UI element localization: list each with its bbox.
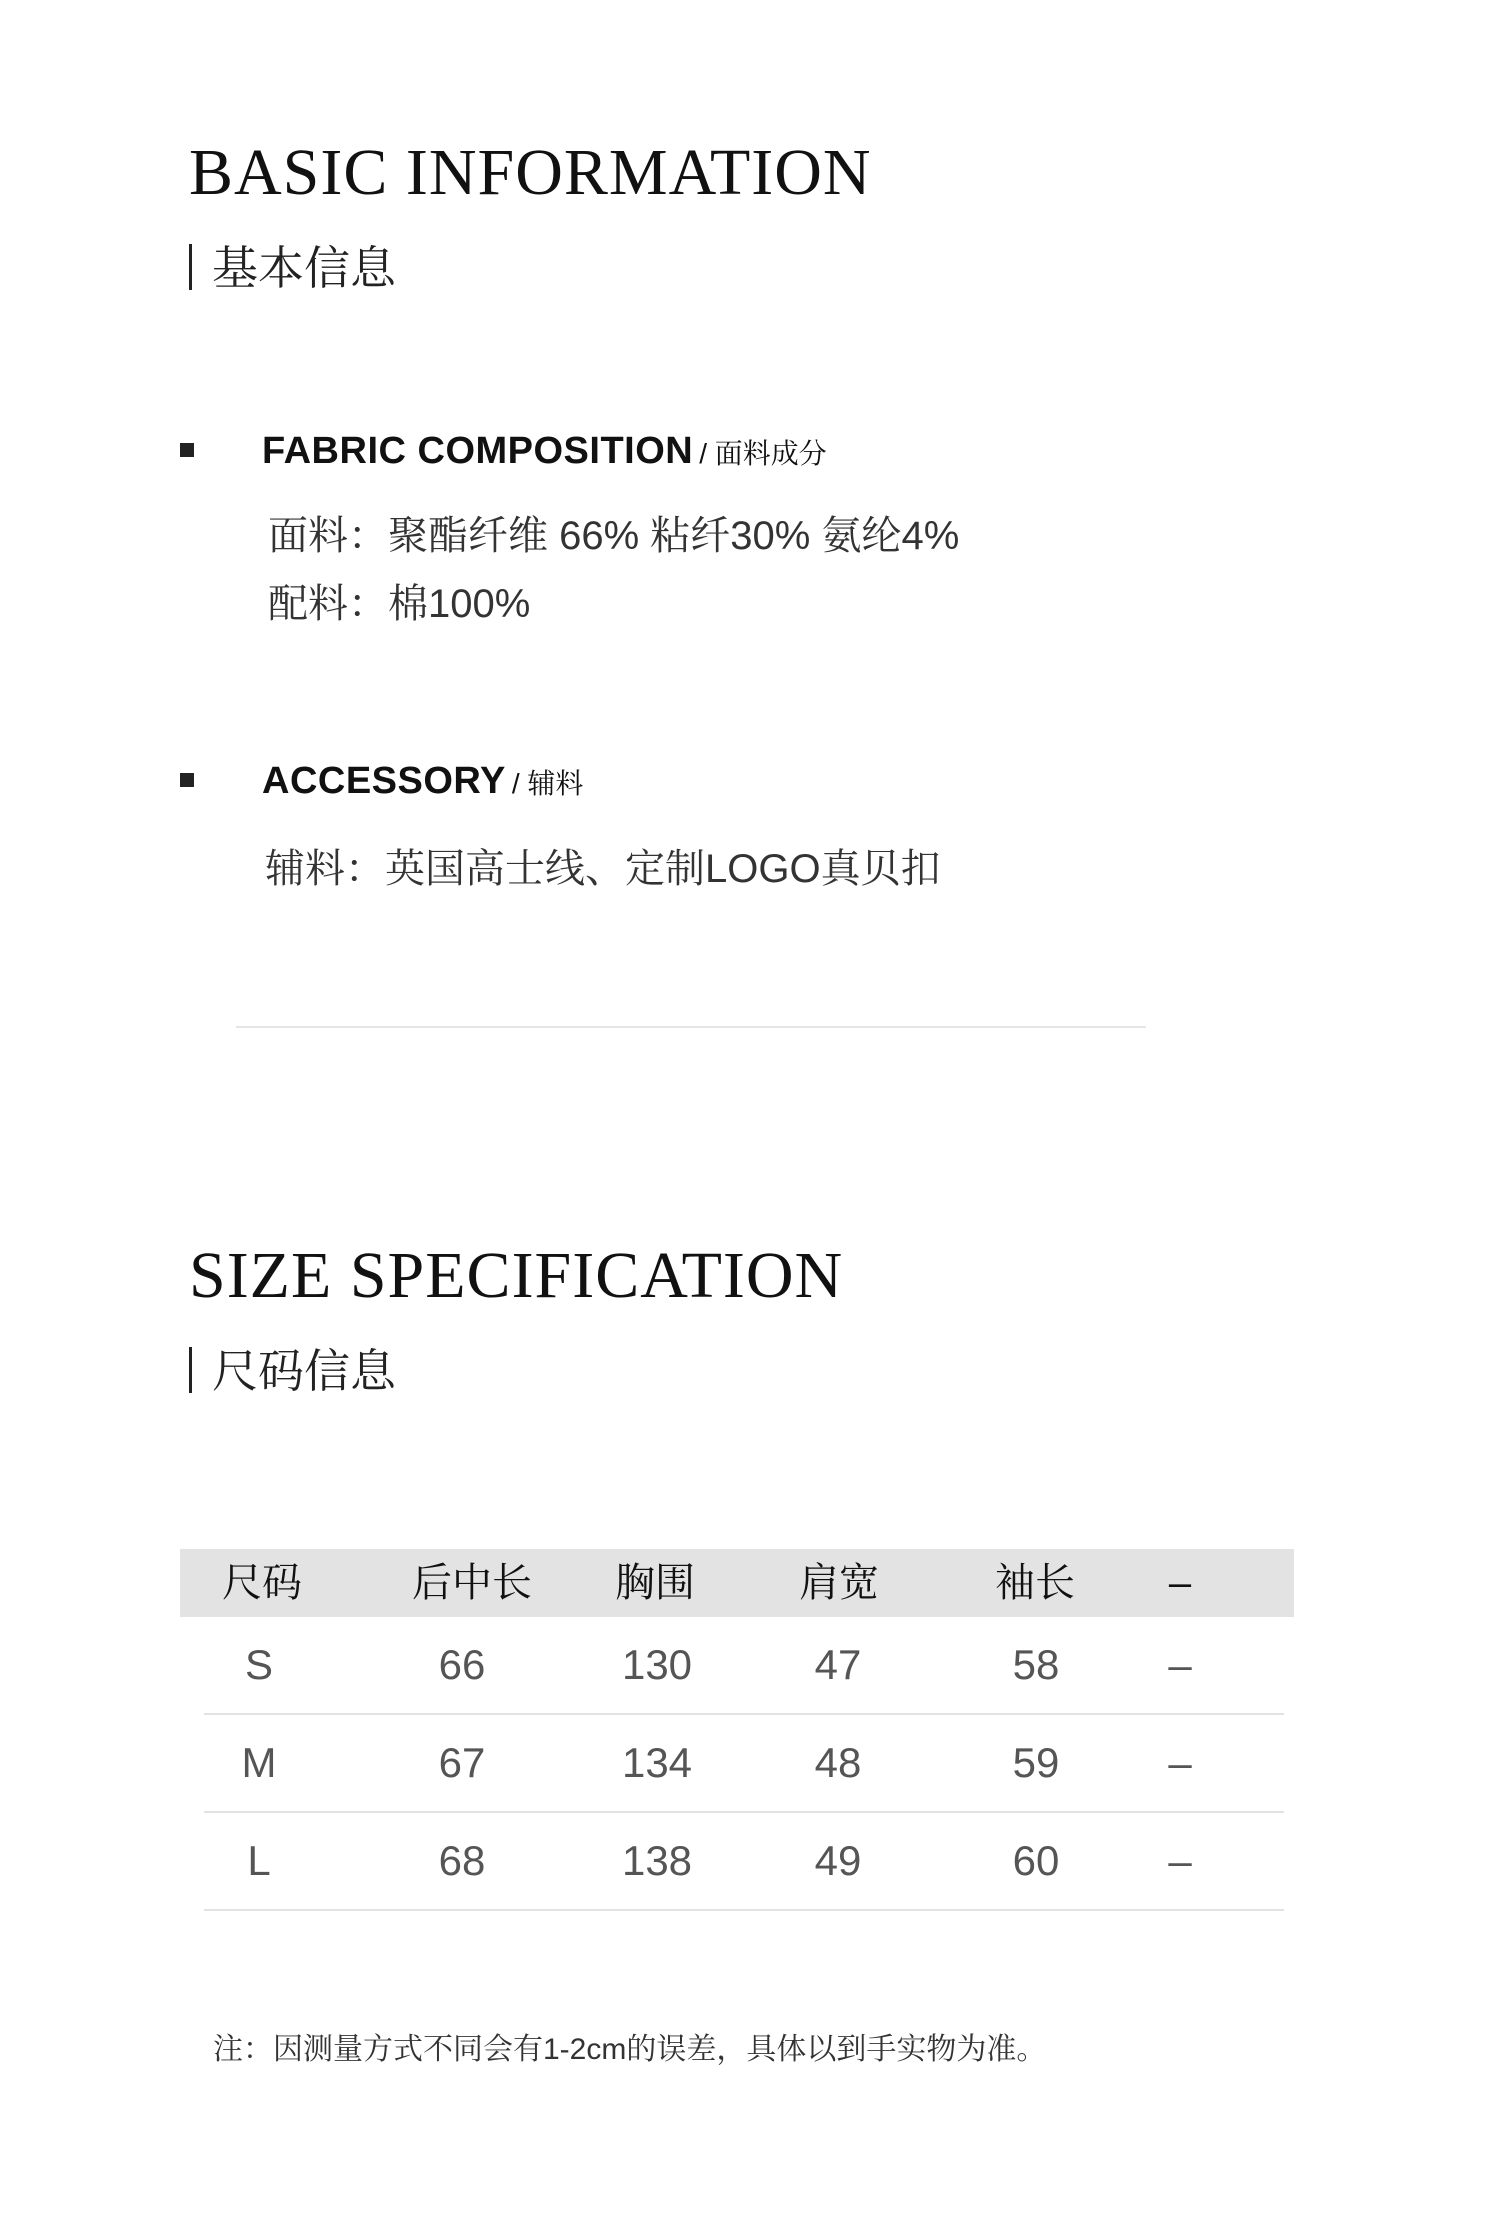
cell-sleeve: 60 [1012,1837,1060,1884]
accessory-line-1: 辅料：英国高士线、定制LOGO真贝扣 [265,847,941,891]
cell-back-length: 66 [438,1641,486,1688]
fabric-heading-cn: / 面料成分 [699,438,827,469]
fabric-heading [262,432,827,470]
cell-size: S [244,1641,274,1688]
cell-chest: 130 [621,1641,693,1688]
basic-info-subtitle-text: 基本信息 [212,242,396,294]
table-row [204,1715,1284,1813]
size-table-header [180,1549,1294,1617]
size-spec-subtitle-text: 尺码信息 [212,1345,396,1397]
cell-size: L [247,1837,271,1884]
cell-shoulder: 48 [814,1739,862,1786]
size-table [180,1549,1294,1911]
cell-shoulder: 49 [814,1837,862,1884]
accessory-heading [262,762,583,800]
cell-back-length: 67 [438,1739,486,1786]
table-row [204,1813,1284,1911]
cell-dash: – [1168,1641,1192,1688]
size-spec-subtitle [189,1345,396,1397]
header-cell-dash: – [1168,1561,1192,1605]
cell-chest: 134 [621,1739,693,1786]
accessory-heading-en: ACCESSORY [262,760,506,802]
fabric-line-1: 面料：聚酯纤维 66% 粘纤30% 氨纶4% [268,514,960,558]
cell-sleeve: 59 [1012,1739,1060,1786]
subtitle-bar [189,1347,192,1393]
cell-size: M [241,1739,277,1786]
section-divider [236,1026,1146,1028]
fabric-line-2: 配料：棉100% [268,582,531,626]
accessory-heading-cn: / 辅料 [511,768,584,799]
bullet-square-icon [180,443,194,457]
subtitle-bar [189,244,192,290]
size-spec-title: SIZE SPECIFICATION [189,1239,844,1312]
basic-info-subtitle [189,242,396,294]
measurement-note: 注：因测量方式不同会有1-2cm的误差，具体以到手实物为准。 [213,2033,1047,2066]
bullet-square-icon [180,773,194,787]
cell-dash: – [1168,1837,1192,1884]
cell-shoulder: 47 [814,1641,862,1688]
cell-sleeve: 58 [1012,1641,1060,1688]
cell-back-length: 68 [438,1837,486,1884]
table-row [204,1617,1284,1715]
fabric-heading-en: FABRIC COMPOSITION [262,430,694,472]
header-cell-sleeve: 袖长 [995,1561,1075,1605]
basic-info-title: BASIC INFORMATION [189,136,872,209]
header-cell-shoulder: 肩宽 [799,1561,879,1605]
header-cell-chest: 胸围 [615,1561,695,1605]
header-cell-back-length: 后中长 [412,1561,532,1605]
cell-chest: 138 [621,1837,693,1884]
cell-dash: – [1168,1739,1192,1786]
header-cell-size: 尺码 [222,1561,302,1605]
